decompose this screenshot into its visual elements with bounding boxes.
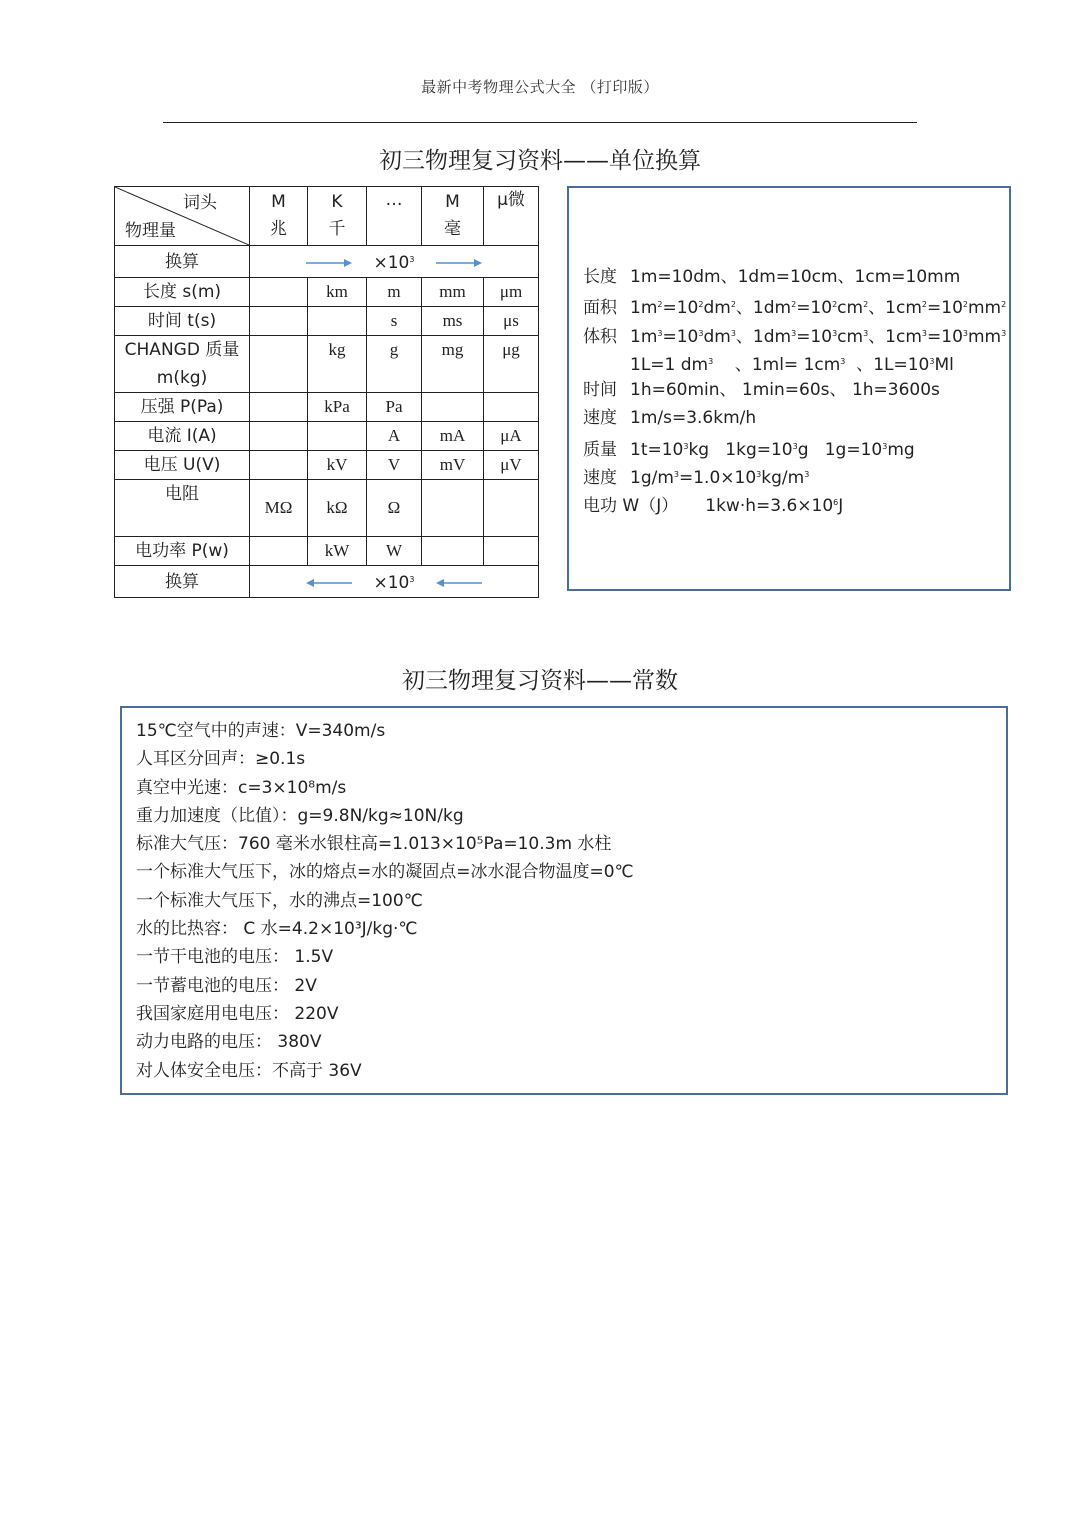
table-cell: m <box>367 278 422 307</box>
constant-line: 我国家庭用电电压： 220V <box>136 1003 339 1024</box>
conversion-line-liter: 1L=1 $dm^3$ 、$1ml= 1cm^3$ 、$1L=10^3Ml$ <box>630 354 954 375</box>
constant-line: 水的比热容： C 水=4.2×10³J/kg·℃ <box>136 919 418 940</box>
prefix-cell: M 兆 <box>250 187 308 246</box>
unit-conversion-table <box>114 186 539 598</box>
constant-line: 对人体安全电压：不高于 36V <box>136 1060 362 1081</box>
conversion-line-time: 时间 1h=60min、 1min=60s、 1h=3600s <box>583 380 940 401</box>
right-arrow-icon <box>304 257 354 269</box>
constant-line: 一节蓄电池的电压： 2V <box>136 975 317 996</box>
row-label: 电压 U(V) <box>115 451 250 480</box>
table-cell: mV <box>422 451 484 480</box>
table-cell <box>250 278 308 307</box>
row-label: 时间 t(s) <box>115 307 250 336</box>
constants-box <box>120 706 1008 1095</box>
constant-line: 动力电路的电压： 380V <box>136 1032 322 1053</box>
table-cell: μs <box>484 307 539 336</box>
table-cell: mm <box>422 278 484 307</box>
conversion-label: 换算 <box>115 566 250 598</box>
right-arrow-icon <box>434 257 484 269</box>
table-cell: μm <box>484 278 539 307</box>
section-title-units: 初三物理复习资料——单位换算 <box>379 148 701 174</box>
table-cell: μV <box>484 451 539 480</box>
row-label: CHANGD 质量 m(kg) <box>115 336 250 393</box>
row-label: 电流 I(A) <box>115 422 250 451</box>
table-cell: kV <box>308 451 367 480</box>
table-cell <box>308 307 367 336</box>
constant-line: 真空中光速：c=3×10⁸m/s <box>136 777 347 798</box>
table-cell: kg <box>308 336 367 393</box>
prefix-cell: … <box>367 187 422 246</box>
row-label: 电阻 <box>115 480 250 537</box>
table-cell: μg <box>484 336 539 393</box>
constant-line: 人耳区分回声：≥0.1s <box>136 749 306 770</box>
constant-line: 重力加速度（比值）：g=9.8N/kg≈10N/kg <box>136 805 464 826</box>
table-cell <box>484 537 539 566</box>
row-label: 电功率 P(w) <box>115 537 250 566</box>
conversion-line-speed: 速度 1m/s=3.6km/h <box>583 408 757 429</box>
table-cell: kPa <box>308 393 367 422</box>
conversion-cell-up: $\times 10^3$ <box>250 246 539 278</box>
table-cell <box>250 393 308 422</box>
table-cell: kW <box>308 537 367 566</box>
constant-line: 一个标准大气压下，冰的熔点=水的凝固点=冰水混合物温度=0℃ <box>136 862 634 883</box>
table-cell: kΩ <box>308 480 367 537</box>
table-cell: g <box>367 336 422 393</box>
table-cell: μA <box>484 422 539 451</box>
table-cell: s <box>367 307 422 336</box>
table-cell: ms <box>422 307 484 336</box>
row-label: 长度 s(m) <box>115 278 250 307</box>
table-cell <box>422 480 484 537</box>
conversion-line-length: 长度 1m=10dm、1dm=10cm、1cm=10mm <box>583 267 961 287</box>
table-cell <box>308 422 367 451</box>
table-cell: W <box>367 537 422 566</box>
left-arrow-icon <box>434 577 484 589</box>
table-cell: Pa <box>367 393 422 422</box>
table-cell: Ω <box>367 480 422 537</box>
table-cell <box>484 393 539 422</box>
left-arrow-icon <box>304 577 354 589</box>
table-corner-cell <box>115 187 250 246</box>
corner-bottom-label: 物理量 <box>125 221 176 241</box>
conversion-box <box>567 186 1011 591</box>
prefix-cell: μ微 <box>484 187 539 246</box>
table-cell: A <box>367 422 422 451</box>
conversion-line-area: 面积 $1m^2=10^2dm^2$、$1dm^2=10^2cm^2$、$1cm^2=10^2mm^2$ <box>583 298 1007 319</box>
constant-line: 一个标准大气压下，水的沸点=100℃ <box>136 890 423 911</box>
table-cell: mg <box>422 336 484 393</box>
row-label: 压强 P(Pa) <box>115 393 250 422</box>
conversion-line-work: 电功 W（J） $1kw\cdot h=3.6\times 10^6J$ <box>583 496 844 517</box>
section-title-constants: 初三物理复习资料——常数 <box>402 668 678 694</box>
prefix-cell: M 毫 <box>422 187 484 246</box>
conversion-label: 换算 <box>115 246 250 278</box>
constant-line: 标准大气压：760 毫米水银柱高=1.013×10⁵Pa=10.3m 水柱 <box>136 834 612 855</box>
table-cell: mA <box>422 422 484 451</box>
table-cell <box>422 393 484 422</box>
table-cell <box>250 451 308 480</box>
conversion-line-mass: 质量 $1t=10^3kg$ $1kg=10^3g$ $1g=10^3mg$ <box>583 439 915 460</box>
corner-top-label: 词头 <box>183 193 217 213</box>
table-cell <box>250 307 308 336</box>
table-cell: km <box>308 278 367 307</box>
page-header: 最新中考物理公式大全 （打印版） <box>421 78 659 96</box>
table-cell <box>250 336 308 393</box>
table-cell <box>484 480 539 537</box>
table-cell <box>250 422 308 451</box>
table-cell: MΩ <box>250 480 308 537</box>
constant-line: 15℃空气中的声速：V=340m/s <box>136 721 386 741</box>
conversion-cell-down: $\times 10^3$ <box>250 566 539 598</box>
conversion-line-density: 速度 $1g/m^3=1.0\times 10^3kg/m^3$ <box>583 468 810 489</box>
constant-line: 一节干电池的电压： 1.5V <box>136 947 334 968</box>
table-cell <box>422 537 484 566</box>
table-cell <box>250 537 308 566</box>
table-cell: V <box>367 451 422 480</box>
header-rule <box>163 122 917 123</box>
prefix-cell: K 千 <box>308 187 367 246</box>
conversion-line-volume: 体积 $1m^3=10^3dm^3$、$1dm^3=10^3cm^3$、$1cm^3=10^3mm^3$ <box>583 326 1007 347</box>
